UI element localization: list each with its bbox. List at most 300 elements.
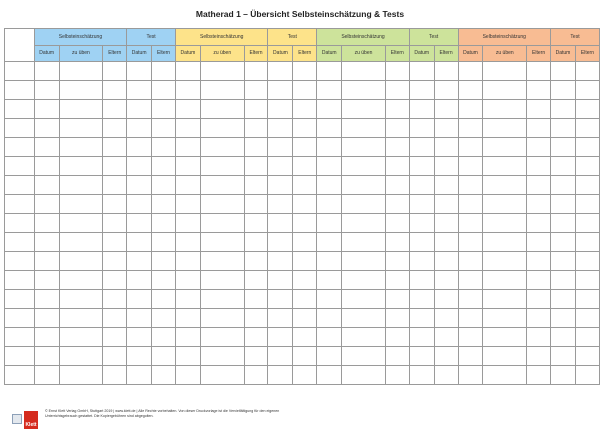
entry-cell[interactable]: [152, 366, 176, 385]
row-label-cell[interactable]: [5, 119, 35, 138]
entry-cell[interactable]: [342, 176, 386, 195]
entry-cell[interactable]: [244, 214, 268, 233]
entry-cell[interactable]: [244, 81, 268, 100]
entry-cell[interactable]: [103, 271, 127, 290]
entry-cell[interactable]: [175, 100, 200, 119]
entry-cell[interactable]: [342, 119, 386, 138]
entry-cell[interactable]: [434, 195, 458, 214]
entry-cell[interactable]: [103, 176, 127, 195]
entry-cell[interactable]: [385, 81, 409, 100]
entry-cell[interactable]: [34, 62, 59, 81]
entry-cell[interactable]: [244, 157, 268, 176]
entry-cell[interactable]: [200, 157, 244, 176]
entry-cell[interactable]: [551, 81, 576, 100]
entry-cell[interactable]: [34, 157, 59, 176]
entry-cell[interactable]: [409, 176, 434, 195]
entry-cell[interactable]: [342, 214, 386, 233]
entry-cell[interactable]: [317, 176, 342, 195]
entry-cell[interactable]: [575, 309, 599, 328]
entry-cell[interactable]: [127, 366, 152, 385]
entry-cell[interactable]: [34, 81, 59, 100]
entry-cell[interactable]: [293, 271, 317, 290]
entry-cell[interactable]: [103, 290, 127, 309]
entry-cell[interactable]: [483, 252, 527, 271]
entry-cell[interactable]: [434, 252, 458, 271]
entry-cell[interactable]: [293, 347, 317, 366]
entry-cell[interactable]: [575, 233, 599, 252]
entry-cell[interactable]: [527, 233, 551, 252]
entry-cell[interactable]: [268, 328, 293, 347]
entry-cell[interactable]: [244, 195, 268, 214]
entry-cell[interactable]: [385, 214, 409, 233]
entry-cell[interactable]: [268, 233, 293, 252]
entry-cell[interactable]: [34, 347, 59, 366]
entry-cell[interactable]: [483, 138, 527, 157]
entry-cell[interactable]: [200, 62, 244, 81]
entry-cell[interactable]: [527, 214, 551, 233]
entry-cell[interactable]: [483, 100, 527, 119]
row-label-cell[interactable]: [5, 157, 35, 176]
entry-cell[interactable]: [458, 81, 483, 100]
entry-cell[interactable]: [434, 157, 458, 176]
entry-cell[interactable]: [175, 328, 200, 347]
row-label-cell[interactable]: [5, 347, 35, 366]
entry-cell[interactable]: [434, 271, 458, 290]
entry-cell[interactable]: [434, 81, 458, 100]
entry-cell[interactable]: [175, 347, 200, 366]
entry-cell[interactable]: [551, 328, 576, 347]
entry-cell[interactable]: [385, 347, 409, 366]
entry-cell[interactable]: [103, 100, 127, 119]
entry-cell[interactable]: [317, 328, 342, 347]
entry-cell[interactable]: [527, 138, 551, 157]
entry-cell[interactable]: [127, 62, 152, 81]
entry-cell[interactable]: [268, 290, 293, 309]
entry-cell[interactable]: [293, 328, 317, 347]
entry-cell[interactable]: [175, 233, 200, 252]
entry-cell[interactable]: [317, 62, 342, 81]
entry-cell[interactable]: [293, 214, 317, 233]
entry-cell[interactable]: [527, 176, 551, 195]
entry-cell[interactable]: [385, 252, 409, 271]
entry-cell[interactable]: [293, 366, 317, 385]
entry-cell[interactable]: [483, 347, 527, 366]
entry-cell[interactable]: [385, 271, 409, 290]
entry-cell[interactable]: [244, 138, 268, 157]
entry-cell[interactable]: [127, 119, 152, 138]
entry-cell[interactable]: [551, 252, 576, 271]
entry-cell[interactable]: [575, 176, 599, 195]
entry-cell[interactable]: [342, 271, 386, 290]
entry-cell[interactable]: [342, 138, 386, 157]
entry-cell[interactable]: [175, 366, 200, 385]
entry-cell[interactable]: [103, 366, 127, 385]
entry-cell[interactable]: [200, 366, 244, 385]
entry-cell[interactable]: [317, 138, 342, 157]
entry-cell[interactable]: [152, 233, 176, 252]
entry-cell[interactable]: [385, 290, 409, 309]
entry-cell[interactable]: [200, 328, 244, 347]
entry-cell[interactable]: [59, 271, 103, 290]
entry-cell[interactable]: [34, 119, 59, 138]
entry-cell[interactable]: [127, 328, 152, 347]
entry-cell[interactable]: [127, 195, 152, 214]
entry-cell[interactable]: [127, 176, 152, 195]
row-label-cell[interactable]: [5, 328, 35, 347]
entry-cell[interactable]: [385, 233, 409, 252]
entry-cell[interactable]: [342, 252, 386, 271]
entry-cell[interactable]: [59, 138, 103, 157]
entry-cell[interactable]: [175, 271, 200, 290]
entry-cell[interactable]: [317, 309, 342, 328]
entry-cell[interactable]: [293, 195, 317, 214]
entry-cell[interactable]: [527, 271, 551, 290]
row-label-cell[interactable]: [5, 233, 35, 252]
entry-cell[interactable]: [317, 195, 342, 214]
entry-cell[interactable]: [293, 252, 317, 271]
entry-cell[interactable]: [551, 119, 576, 138]
entry-cell[interactable]: [434, 138, 458, 157]
entry-cell[interactable]: [483, 290, 527, 309]
entry-cell[interactable]: [244, 62, 268, 81]
entry-cell[interactable]: [385, 138, 409, 157]
entry-cell[interactable]: [551, 138, 576, 157]
entry-cell[interactable]: [152, 214, 176, 233]
entry-cell[interactable]: [575, 347, 599, 366]
entry-cell[interactable]: [34, 271, 59, 290]
entry-cell[interactable]: [342, 233, 386, 252]
entry-cell[interactable]: [434, 233, 458, 252]
row-label-cell[interactable]: [5, 252, 35, 271]
entry-cell[interactable]: [385, 309, 409, 328]
entry-cell[interactable]: [175, 252, 200, 271]
entry-cell[interactable]: [268, 176, 293, 195]
entry-cell[interactable]: [575, 252, 599, 271]
entry-cell[interactable]: [293, 309, 317, 328]
entry-cell[interactable]: [34, 233, 59, 252]
entry-cell[interactable]: [152, 347, 176, 366]
entry-cell[interactable]: [317, 271, 342, 290]
entry-cell[interactable]: [575, 366, 599, 385]
entry-cell[interactable]: [342, 347, 386, 366]
entry-cell[interactable]: [103, 347, 127, 366]
entry-cell[interactable]: [127, 233, 152, 252]
entry-cell[interactable]: [127, 100, 152, 119]
entry-cell[interactable]: [342, 328, 386, 347]
entry-cell[interactable]: [409, 252, 434, 271]
entry-cell[interactable]: [268, 138, 293, 157]
entry-cell[interactable]: [200, 100, 244, 119]
entry-cell[interactable]: [59, 62, 103, 81]
entry-cell[interactable]: [200, 195, 244, 214]
entry-cell[interactable]: [342, 195, 386, 214]
entry-cell[interactable]: [317, 290, 342, 309]
entry-cell[interactable]: [385, 157, 409, 176]
entry-cell[interactable]: [244, 366, 268, 385]
entry-cell[interactable]: [458, 309, 483, 328]
entry-cell[interactable]: [268, 195, 293, 214]
entry-cell[interactable]: [152, 138, 176, 157]
entry-cell[interactable]: [551, 176, 576, 195]
entry-cell[interactable]: [34, 252, 59, 271]
row-label-cell[interactable]: [5, 366, 35, 385]
entry-cell[interactable]: [34, 195, 59, 214]
entry-cell[interactable]: [293, 62, 317, 81]
entry-cell[interactable]: [458, 271, 483, 290]
entry-cell[interactable]: [200, 81, 244, 100]
entry-cell[interactable]: [244, 347, 268, 366]
entry-cell[interactable]: [103, 119, 127, 138]
entry-cell[interactable]: [59, 328, 103, 347]
entry-cell[interactable]: [385, 328, 409, 347]
entry-cell[interactable]: [458, 290, 483, 309]
entry-cell[interactable]: [434, 347, 458, 366]
entry-cell[interactable]: [551, 195, 576, 214]
entry-cell[interactable]: [434, 119, 458, 138]
entry-cell[interactable]: [127, 157, 152, 176]
entry-cell[interactable]: [34, 366, 59, 385]
entry-cell[interactable]: [458, 214, 483, 233]
entry-cell[interactable]: [268, 157, 293, 176]
entry-cell[interactable]: [200, 271, 244, 290]
entry-cell[interactable]: [317, 233, 342, 252]
entry-cell[interactable]: [458, 233, 483, 252]
entry-cell[interactable]: [127, 271, 152, 290]
entry-cell[interactable]: [434, 328, 458, 347]
entry-cell[interactable]: [175, 195, 200, 214]
row-label-cell[interactable]: [5, 62, 35, 81]
row-label-cell[interactable]: [5, 100, 35, 119]
entry-cell[interactable]: [458, 195, 483, 214]
entry-cell[interactable]: [127, 290, 152, 309]
entry-cell[interactable]: [103, 62, 127, 81]
entry-cell[interactable]: [34, 100, 59, 119]
entry-cell[interactable]: [200, 347, 244, 366]
entry-cell[interactable]: [317, 119, 342, 138]
entry-cell[interactable]: [34, 328, 59, 347]
entry-cell[interactable]: [34, 309, 59, 328]
entry-cell[interactable]: [152, 252, 176, 271]
entry-cell[interactable]: [175, 176, 200, 195]
entry-cell[interactable]: [458, 62, 483, 81]
entry-cell[interactable]: [103, 157, 127, 176]
entry-cell[interactable]: [268, 366, 293, 385]
entry-cell[interactable]: [575, 214, 599, 233]
entry-cell[interactable]: [527, 347, 551, 366]
entry-cell[interactable]: [551, 214, 576, 233]
entry-cell[interactable]: [175, 214, 200, 233]
entry-cell[interactable]: [527, 252, 551, 271]
entry-cell[interactable]: [293, 100, 317, 119]
entry-cell[interactable]: [59, 81, 103, 100]
entry-cell[interactable]: [575, 138, 599, 157]
entry-cell[interactable]: [59, 176, 103, 195]
entry-cell[interactable]: [34, 214, 59, 233]
entry-cell[interactable]: [342, 309, 386, 328]
entry-cell[interactable]: [575, 290, 599, 309]
entry-cell[interactable]: [59, 290, 103, 309]
entry-cell[interactable]: [152, 119, 176, 138]
entry-cell[interactable]: [152, 100, 176, 119]
entry-cell[interactable]: [268, 100, 293, 119]
entry-cell[interactable]: [244, 271, 268, 290]
entry-cell[interactable]: [385, 195, 409, 214]
entry-cell[interactable]: [59, 214, 103, 233]
entry-cell[interactable]: [342, 157, 386, 176]
entry-cell[interactable]: [59, 309, 103, 328]
entry-cell[interactable]: [317, 214, 342, 233]
entry-cell[interactable]: [342, 366, 386, 385]
entry-cell[interactable]: [293, 81, 317, 100]
entry-cell[interactable]: [59, 195, 103, 214]
entry-cell[interactable]: [458, 347, 483, 366]
entry-cell[interactable]: [409, 366, 434, 385]
entry-cell[interactable]: [59, 100, 103, 119]
row-label-cell[interactable]: [5, 195, 35, 214]
entry-cell[interactable]: [527, 100, 551, 119]
entry-cell[interactable]: [575, 81, 599, 100]
entry-cell[interactable]: [434, 366, 458, 385]
entry-cell[interactable]: [103, 233, 127, 252]
entry-cell[interactable]: [527, 81, 551, 100]
entry-cell[interactable]: [409, 328, 434, 347]
entry-cell[interactable]: [34, 138, 59, 157]
entry-cell[interactable]: [59, 233, 103, 252]
row-label-cell[interactable]: [5, 290, 35, 309]
row-label-cell[interactable]: [5, 81, 35, 100]
entry-cell[interactable]: [527, 290, 551, 309]
entry-cell[interactable]: [409, 309, 434, 328]
entry-cell[interactable]: [483, 195, 527, 214]
entry-cell[interactable]: [458, 138, 483, 157]
entry-cell[interactable]: [268, 309, 293, 328]
entry-cell[interactable]: [551, 347, 576, 366]
entry-cell[interactable]: [409, 157, 434, 176]
entry-cell[interactable]: [385, 62, 409, 81]
entry-cell[interactable]: [458, 119, 483, 138]
entry-cell[interactable]: [200, 119, 244, 138]
entry-cell[interactable]: [103, 81, 127, 100]
entry-cell[interactable]: [103, 138, 127, 157]
entry-cell[interactable]: [575, 62, 599, 81]
entry-cell[interactable]: [200, 176, 244, 195]
entry-cell[interactable]: [293, 176, 317, 195]
entry-cell[interactable]: [575, 100, 599, 119]
entry-cell[interactable]: [409, 81, 434, 100]
entry-cell[interactable]: [551, 100, 576, 119]
entry-cell[interactable]: [244, 100, 268, 119]
entry-cell[interactable]: [244, 252, 268, 271]
entry-cell[interactable]: [175, 81, 200, 100]
entry-cell[interactable]: [409, 271, 434, 290]
entry-cell[interactable]: [434, 214, 458, 233]
entry-cell[interactable]: [200, 252, 244, 271]
entry-cell[interactable]: [458, 157, 483, 176]
entry-cell[interactable]: [342, 100, 386, 119]
entry-cell[interactable]: [127, 252, 152, 271]
entry-cell[interactable]: [293, 157, 317, 176]
entry-cell[interactable]: [59, 347, 103, 366]
entry-cell[interactable]: [59, 157, 103, 176]
entry-cell[interactable]: [175, 157, 200, 176]
entry-cell[interactable]: [268, 81, 293, 100]
entry-cell[interactable]: [244, 233, 268, 252]
entry-cell[interactable]: [34, 176, 59, 195]
entry-cell[interactable]: [385, 366, 409, 385]
entry-cell[interactable]: [127, 81, 152, 100]
entry-cell[interactable]: [152, 62, 176, 81]
entry-cell[interactable]: [551, 309, 576, 328]
row-label-cell[interactable]: [5, 176, 35, 195]
entry-cell[interactable]: [244, 328, 268, 347]
entry-cell[interactable]: [127, 347, 152, 366]
entry-cell[interactable]: [575, 157, 599, 176]
entry-cell[interactable]: [409, 119, 434, 138]
entry-cell[interactable]: [317, 157, 342, 176]
entry-cell[interactable]: [152, 328, 176, 347]
entry-cell[interactable]: [551, 366, 576, 385]
entry-cell[interactable]: [527, 328, 551, 347]
entry-cell[interactable]: [103, 328, 127, 347]
entry-cell[interactable]: [152, 290, 176, 309]
entry-cell[interactable]: [175, 62, 200, 81]
entry-cell[interactable]: [458, 176, 483, 195]
entry-cell[interactable]: [527, 119, 551, 138]
entry-cell[interactable]: [483, 309, 527, 328]
entry-cell[interactable]: [244, 176, 268, 195]
entry-cell[interactable]: [268, 347, 293, 366]
entry-cell[interactable]: [409, 214, 434, 233]
entry-cell[interactable]: [527, 366, 551, 385]
entry-cell[interactable]: [483, 366, 527, 385]
entry-cell[interactable]: [103, 252, 127, 271]
entry-cell[interactable]: [551, 233, 576, 252]
entry-cell[interactable]: [575, 271, 599, 290]
entry-cell[interactable]: [483, 328, 527, 347]
entry-cell[interactable]: [483, 233, 527, 252]
entry-cell[interactable]: [317, 252, 342, 271]
entry-cell[interactable]: [59, 252, 103, 271]
entry-cell[interactable]: [527, 157, 551, 176]
entry-cell[interactable]: [103, 309, 127, 328]
entry-cell[interactable]: [409, 195, 434, 214]
entry-cell[interactable]: [342, 290, 386, 309]
entry-cell[interactable]: [317, 100, 342, 119]
entry-cell[interactable]: [268, 252, 293, 271]
entry-cell[interactable]: [200, 214, 244, 233]
entry-cell[interactable]: [175, 309, 200, 328]
entry-cell[interactable]: [434, 290, 458, 309]
entry-cell[interactable]: [385, 176, 409, 195]
entry-cell[interactable]: [527, 195, 551, 214]
entry-cell[interactable]: [175, 119, 200, 138]
entry-cell[interactable]: [293, 233, 317, 252]
entry-cell[interactable]: [293, 290, 317, 309]
entry-cell[interactable]: [244, 290, 268, 309]
entry-cell[interactable]: [409, 138, 434, 157]
entry-cell[interactable]: [127, 138, 152, 157]
entry-cell[interactable]: [385, 100, 409, 119]
entry-cell[interactable]: [458, 252, 483, 271]
entry-cell[interactable]: [527, 62, 551, 81]
entry-cell[interactable]: [59, 366, 103, 385]
entry-cell[interactable]: [152, 81, 176, 100]
entry-cell[interactable]: [268, 119, 293, 138]
entry-cell[interactable]: [434, 309, 458, 328]
row-label-cell[interactable]: [5, 309, 35, 328]
entry-cell[interactable]: [458, 366, 483, 385]
entry-cell[interactable]: [103, 195, 127, 214]
